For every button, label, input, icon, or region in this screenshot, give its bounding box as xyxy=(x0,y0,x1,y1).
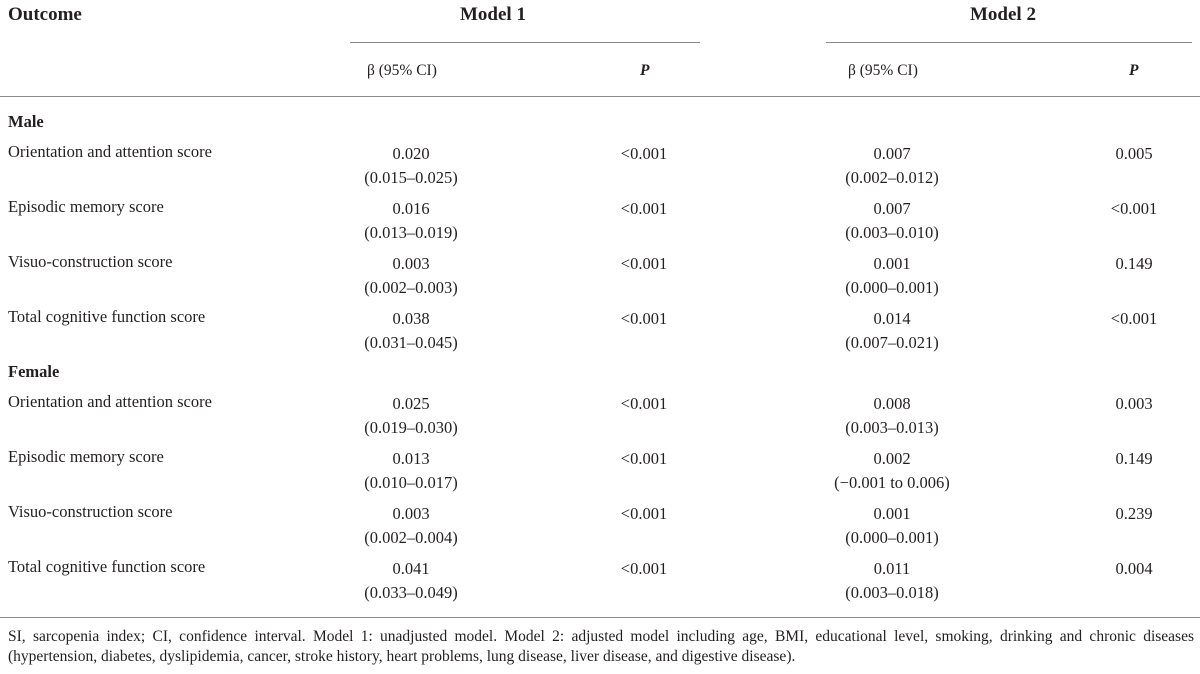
model1-beta: 0.025 xyxy=(392,394,430,413)
model2-p: 0.004 xyxy=(1115,559,1153,578)
model1-p: <0.001 xyxy=(620,559,668,578)
model2-p: 0.149 xyxy=(1115,449,1153,468)
model1-beta-header: β (95% CI) xyxy=(367,62,437,79)
model1-beta: 0.003 xyxy=(392,254,430,273)
header-bottom-rule xyxy=(0,96,1200,97)
model2-beta: 0.001 xyxy=(873,254,911,273)
model2-beta-header: β (95% CI) xyxy=(848,62,918,79)
model1-p: <0.001 xyxy=(620,309,668,328)
model1-beta: 0.016 xyxy=(392,199,430,218)
model1-p: <0.001 xyxy=(620,504,668,523)
row-outcome: Visuo-construction score xyxy=(8,502,173,521)
model2-p: 0.149 xyxy=(1115,254,1153,273)
row-outcome: Orientation and attention score xyxy=(8,392,212,411)
model1-p: <0.001 xyxy=(620,254,668,273)
model1-beta: 0.013 xyxy=(392,449,430,468)
model2-beta: 0.008 xyxy=(873,394,911,413)
model1-p: <0.001 xyxy=(620,199,668,218)
model1-ci: (0.002–0.004) xyxy=(364,528,458,547)
model1-p-header: P xyxy=(640,62,650,79)
model1-ci: (0.033–0.049) xyxy=(364,583,458,602)
model1-rule xyxy=(350,42,700,43)
model1-ci: (0.002–0.003) xyxy=(364,278,458,297)
model2-ci: (0.003–0.013) xyxy=(845,418,939,437)
model2-beta: 0.007 xyxy=(873,199,911,218)
model2-p: <0.001 xyxy=(1110,309,1158,328)
model2-ci: (−0.001 to 0.006) xyxy=(834,473,950,492)
model2-p: 0.239 xyxy=(1115,504,1153,523)
model2-header: Model 2 xyxy=(970,4,1036,25)
row-outcome: Episodic memory score xyxy=(8,447,164,466)
model1-ci: (0.015–0.025) xyxy=(364,168,458,187)
row-outcome: Visuo-construction score xyxy=(8,252,173,271)
model2-ci: (0.000–0.001) xyxy=(845,278,939,297)
table-bottom-rule xyxy=(0,617,1200,618)
model1-beta: 0.038 xyxy=(392,309,430,328)
model2-rule xyxy=(826,42,1192,43)
model1-beta: 0.041 xyxy=(392,559,430,578)
model2-ci: (0.000–0.001) xyxy=(845,528,939,547)
model1-ci: (0.013–0.019) xyxy=(364,223,458,242)
model1-ci: (0.031–0.045) xyxy=(364,333,458,352)
model1-p: <0.001 xyxy=(620,144,668,163)
model2-p: <0.001 xyxy=(1110,199,1158,218)
model1-p: <0.001 xyxy=(620,449,668,468)
row-outcome: Total cognitive function score xyxy=(8,307,206,326)
model1-beta: 0.003 xyxy=(392,504,430,523)
model2-p: 0.005 xyxy=(1115,144,1153,163)
group-label: Female xyxy=(8,362,60,381)
model2-ci: (0.007–0.021) xyxy=(845,333,939,352)
model1-ci: (0.019–0.030) xyxy=(364,418,458,437)
model2-beta: 0.014 xyxy=(873,309,911,328)
model2-beta: 0.011 xyxy=(873,559,911,578)
model1-p: <0.001 xyxy=(620,394,668,413)
row-outcome: Total cognitive function score xyxy=(8,557,206,576)
group-label: Male xyxy=(8,112,44,131)
model2-ci: (0.003–0.010) xyxy=(845,223,939,242)
model2-beta: 0.007 xyxy=(873,144,911,163)
outcome-header: Outcome xyxy=(8,4,82,25)
model2-ci: (0.002–0.012) xyxy=(845,168,939,187)
table-footnote: SI, sarcopenia index; CI, confidence interval. Model 1: unadjusted model. Model 2: adjusted model including age, BMI, educational level, smoking, drinking and chronic diseases (hypertension, diabetes, dyslipidemia, cancer, stroke history, heart problems, lung disease, liver disease, and digestive disease). xyxy=(8,628,1194,665)
model2-beta: 0.001 xyxy=(873,504,911,523)
model1-ci: (0.010–0.017) xyxy=(364,473,458,492)
model1-beta: 0.020 xyxy=(392,144,430,163)
model1-header: Model 1 xyxy=(460,4,526,25)
row-outcome: Orientation and attention score xyxy=(8,142,212,161)
model2-p-header: P xyxy=(1129,62,1139,79)
model2-p: 0.003 xyxy=(1115,394,1153,413)
model2-ci: (0.003–0.018) xyxy=(845,583,939,602)
row-outcome: Episodic memory score xyxy=(8,197,164,216)
model2-beta: 0.002 xyxy=(873,449,911,468)
